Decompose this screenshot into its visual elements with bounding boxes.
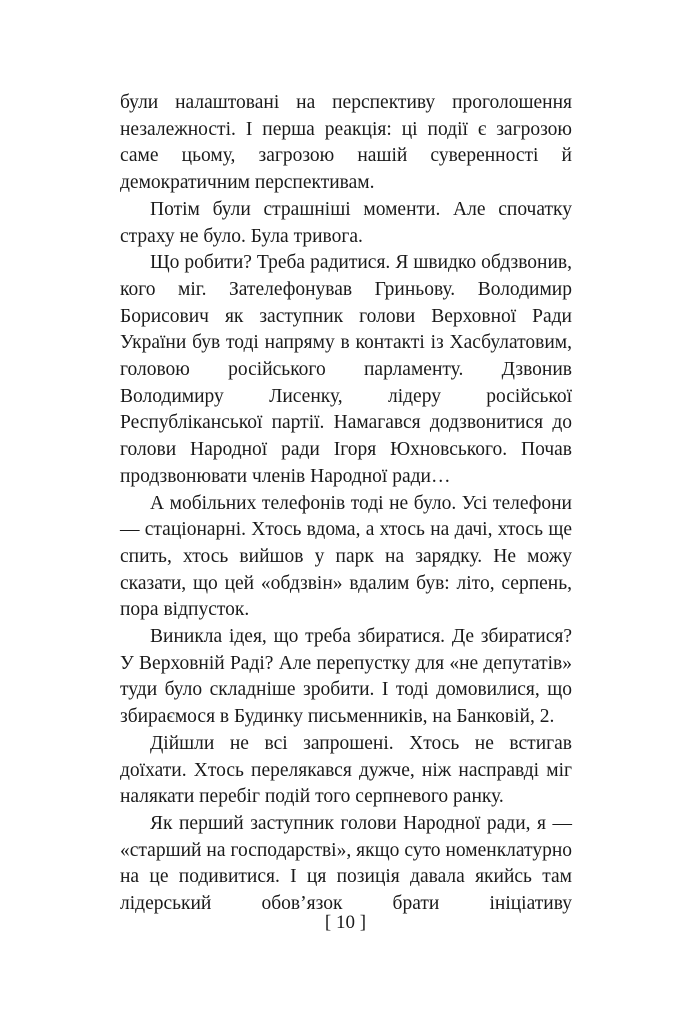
body-text <box>120 90 572 918</box>
paragraph-5: Виникла ідея, що треба збиратися. Де збиратися? У Верховній Раді? Але перепустку для «не депутатів» туди було складніше зробити. І тоді домовилися, що збираємося в Будинку письменників, на Банковій, 2. <box>120 626 572 728</box>
paragraph-2: Потім були страшніші моменти. Але спочатку страху не було. Була тривога. <box>120 198 572 247</box>
paragraph-1: були налаштовані на перспективу проголошення незалежності. І перша реакція: ці події є загрозою саме цьому, загрозою нашій суверенності й демократичним перспективам. <box>120 92 572 194</box>
paragraph-6: Дійшли не всі запрошені. Хтось не встигав доїхати. Хтось перелякався дужче, ніж насправді міг налякати перебіг подій того серпневого ранку. <box>120 732 572 808</box>
paragraph-7: Як перший заступник голови Народної ради, я — «старший на господарстві», якщо суто номенклатурно на це подивитися. І ця позиція давала якийсь там лідерський обов’язок брати ініціативу <box>120 812 572 915</box>
page-number: [ 10 ] <box>324 912 367 933</box>
paragraph-3: Що робити? Треба радитися. Я швидко обдзвонив, кого міг. Зателефонував Гриньову. Володимир Борисович як заступник голови Верховної Ради України був тоді напряму в контакті із Хасбулатовим, головою російського парламенту. Дзвонив Володимиру Лисенку, лідеру російської Республіканської партії. Намагався додзвонитися до голови Народної ради Ігоря Юхновського. Почав продзвонювати членів Народної ради… <box>120 252 572 487</box>
paragraph-4: А мобільних телефонів тоді не було. Усі телефони — стаціонарні. Хтось вдома, а хтось на дачі, хтось ще спить, хтось вийшов у парк на зарядку. Не можу сказати, що цей «обдзвін» вдалим був: літо, серпень, пора відпусток. <box>120 492 572 621</box>
